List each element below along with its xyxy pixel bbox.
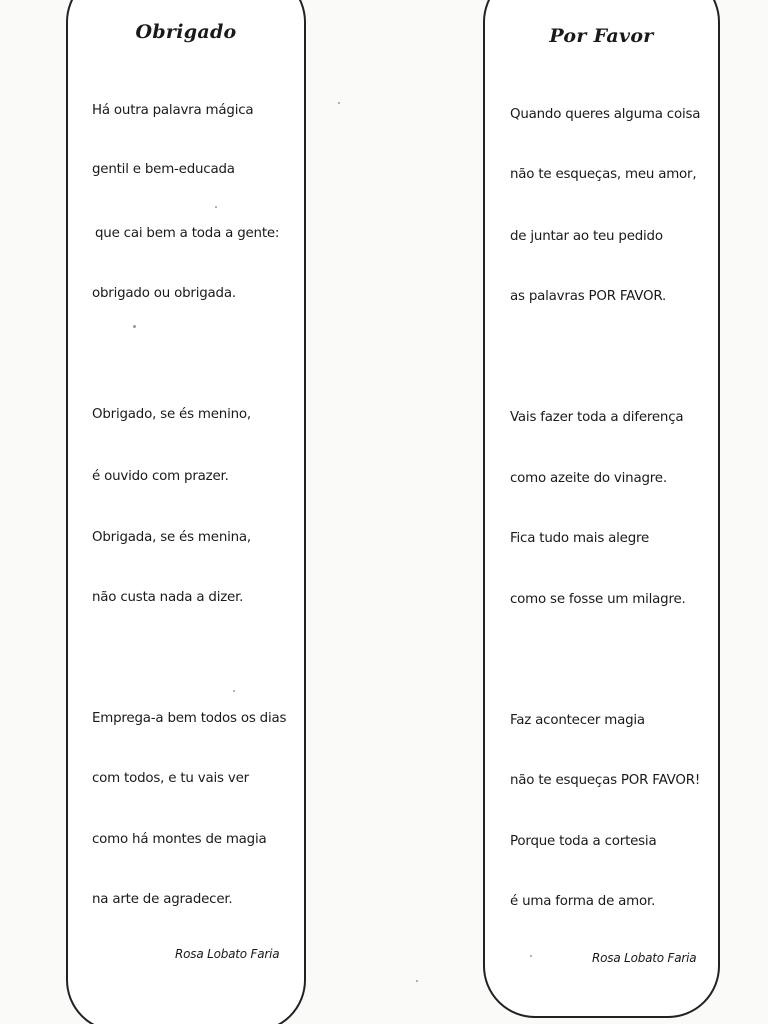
poem-line: não te esqueças POR FAVOR!	[510, 773, 701, 788]
poem-line: com todos, e tu vais ver	[92, 771, 249, 786]
poem-line: não custa nada a dizer.	[92, 590, 244, 605]
poem-line: as palavras POR FAVOR.	[510, 289, 667, 304]
author-signature: Rosa Lobato Faria	[592, 951, 697, 965]
poem-line: como azeite do vinagre.	[510, 471, 667, 486]
poem-line: Obrigada, se és menina,	[92, 530, 251, 545]
poem-line: na arte de agradecer.	[92, 892, 233, 907]
poem-line: Obrigado, se és menino,	[92, 407, 251, 422]
poem-line: de juntar ao teu pedido	[510, 229, 663, 244]
scan-speck	[215, 206, 217, 208]
poem-line: Quando queres alguma coisa	[510, 107, 701, 122]
poem-line: Vais fazer toda a diferença	[510, 410, 684, 425]
scan-speck	[338, 102, 340, 104]
poem-line: Porque toda a cortesia	[510, 834, 657, 849]
scan-speck	[233, 690, 235, 692]
poem-line: é uma forma de amor.	[510, 894, 656, 909]
poem-line: Há outra palavra mágica	[92, 103, 254, 118]
poem-line: que cai bem a toda a gente:	[95, 226, 280, 241]
scan-speck	[416, 980, 418, 982]
poem-line: obrigado ou obrigada.	[92, 286, 236, 301]
bookmark-title: Obrigado	[135, 21, 237, 43]
scan-speck	[530, 955, 532, 957]
bookmark-por-favor	[483, 0, 720, 1018]
poem-line: não te esqueças, meu amor,	[510, 167, 697, 182]
author-signature: Rosa Lobato Faria	[175, 947, 280, 961]
poem-line: gentil e bem-educada	[92, 162, 235, 177]
poem-line: Faz acontecer magia	[510, 713, 645, 728]
poem-line: como há montes de magia	[92, 832, 267, 847]
poem-line: Fica tudo mais alegre	[510, 531, 650, 546]
bookmark-title: Por Favor	[549, 25, 654, 47]
poem-line: Emprega-a bem todos os dias	[92, 711, 287, 726]
scan-speck	[133, 325, 136, 328]
poem-line: como se fosse um milagre.	[510, 592, 686, 607]
poem-line: é ouvido com prazer.	[92, 469, 229, 484]
bookmark-obrigado	[66, 0, 306, 1024]
